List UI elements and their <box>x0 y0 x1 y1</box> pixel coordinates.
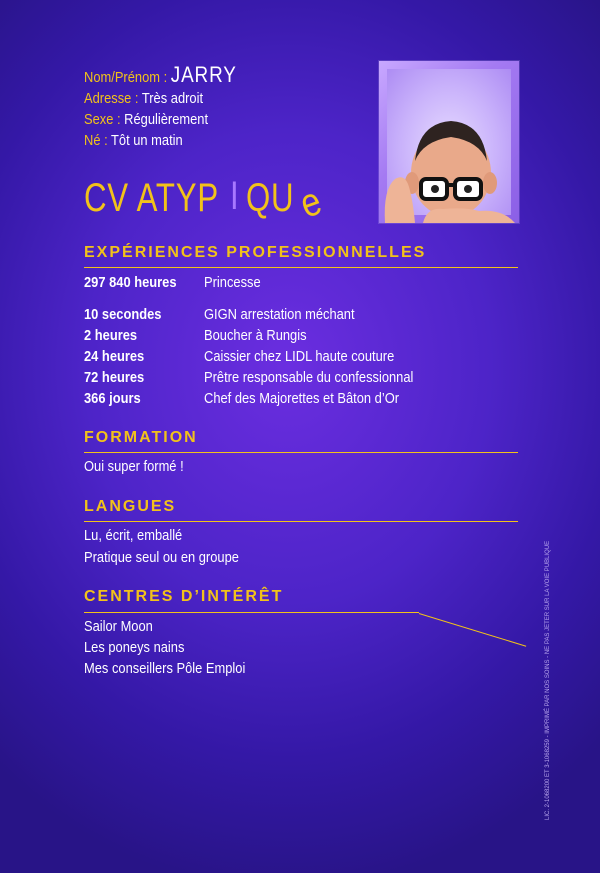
experience-job: Princesse <box>204 274 261 291</box>
name-line <box>84 62 237 88</box>
born-value: Tôt un matin <box>111 132 183 149</box>
experience-job: Prêtre responsable du confessionnal <box>204 369 414 386</box>
title-letter-i: I <box>230 174 240 218</box>
interets-rule-diagonal <box>419 613 526 647</box>
address-line <box>84 88 237 109</box>
interets-heading: CENTRES D’INTÉRÊT <box>84 588 284 605</box>
right-ear <box>483 172 497 194</box>
experience-job: GIGN arrestation méchant <box>204 306 355 323</box>
experience-job: Boucher à Rungis <box>204 327 307 344</box>
sex-line <box>84 109 237 130</box>
formation-heading: FORMATION <box>84 429 198 446</box>
langues-rule <box>84 521 518 522</box>
title-part-1: CV ATYP <box>84 176 219 220</box>
interets-line: Mes conseillers Pôle Emploi <box>84 660 246 677</box>
title-letter-e: e <box>294 178 328 227</box>
interets-line: Sailor Moon <box>84 618 153 635</box>
experience-duration: 10 secondes <box>84 306 162 323</box>
title-part-2: QU <box>246 176 295 220</box>
born-label: Né : <box>84 132 108 149</box>
experience-rule <box>84 267 518 268</box>
left-eye <box>431 185 439 193</box>
identity-block <box>84 62 262 151</box>
sex-label: Sexe : <box>84 111 121 128</box>
formation-line: Oui super formé ! <box>84 458 184 475</box>
sex-value: Régulièrement <box>124 111 209 128</box>
experience-duration: 366 jours <box>84 390 141 407</box>
interets-rule <box>84 612 419 613</box>
experience-heading: EXPÉRIENCES PROFESSIONNELLES <box>84 244 427 261</box>
experience-duration: 2 heures <box>84 327 138 344</box>
legal-notice: LIC. 2-1068200 ET 3-1068259 - IMPRIMÉ PAR NOS SOINS - NE PAS JETER SUR LA VOIE PUBLIQUE <box>545 540 551 820</box>
experience-job: Chef des Majorettes et Bâton d’Or <box>204 390 400 407</box>
formation-rule <box>84 452 518 453</box>
experience-duration: 72 heures <box>84 369 145 386</box>
right-eye <box>464 185 472 193</box>
langues-line: Pratique seul ou en groupe <box>84 549 239 566</box>
portrait-photo <box>379 61 519 223</box>
interets-line: Les poneys nains <box>84 639 185 656</box>
address-value: Très adroit <box>141 90 204 107</box>
address-label: Adresse : <box>84 90 139 107</box>
experience-job: Caissier chez LIDL haute couture <box>204 348 395 365</box>
langues-heading: LANGUES <box>84 498 177 515</box>
right-hand <box>423 208 515 223</box>
langues-line: Lu, écrit, emballé <box>84 527 183 544</box>
experience-duration: 297 840 heures <box>84 274 177 291</box>
name-value: JARRY <box>170 62 237 87</box>
born-line <box>84 130 237 151</box>
portrait-illustration <box>379 61 519 223</box>
experience-duration: 24 heures <box>84 348 145 365</box>
name-label: Nom/Prénom : <box>84 69 168 86</box>
